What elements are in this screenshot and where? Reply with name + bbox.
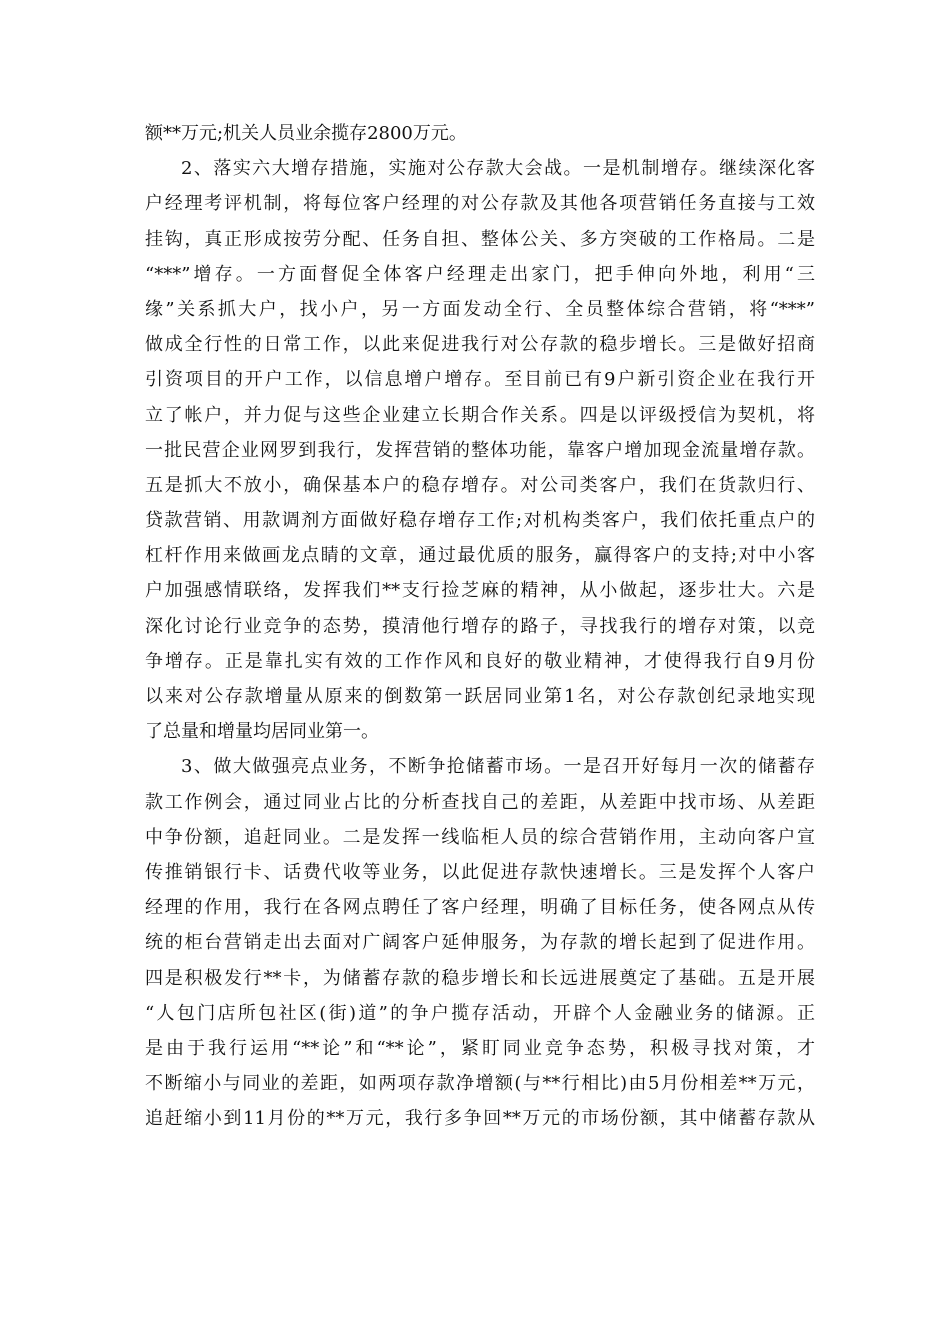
text-line: 经理的作用，我行在各网点聘任了客户经理，明确了目标任务，使各网点从传: [145, 897, 815, 919]
text-line: 了总量和增量均居同业第一。: [145, 721, 379, 743]
text-line: 中争份额，追赶同业。二是发挥一线临柜人员的综合营销作用，主动向客户宣: [145, 826, 815, 848]
text-line: 户经理考评机制，将每位客户经理的对公存款及其他各项营销任务直接与工效: [145, 193, 815, 215]
text-line: 五是抓大不放小，确保基本户的稳存增存。对公司类客户，我们在货款归行、: [145, 474, 815, 496]
text-line: 以来对公存款增量从原来的倒数第一跃居同业第1名，对公存款创纪录地实现: [145, 686, 815, 707]
text-line: 杠杆作用来做画龙点睛的文章，通过最优质的服务，赢得客户的支持;对中小客: [145, 545, 815, 567]
text-line: 贷款营销、用款调剂方面做好稳存增存工作;对机构类客户，我们依托重点户的: [145, 510, 815, 532]
text-line: 是由于我行运用“**论”和“**论”，紧盯同业竞争态势，积极寻找对策，才: [145, 1037, 815, 1059]
text-line: 深化讨论行业竞争的态势，摸清他行增存的路子，寻找我行的增存对策，以竞: [145, 615, 815, 637]
text-line: 2、落实六大增存措施，实施对公存款大会战。一是机制增存。继续深化客: [181, 158, 815, 180]
text-line: 立了帐户，并力促与这些企业建立长期合作关系。四是以评级授信为契机，将: [145, 404, 815, 426]
text-line: 额**万元;机关人员业余揽存2800万元。: [145, 123, 467, 144]
text-line: 引资项目的开户工作，以信息增户增存。至目前已有9户新引资企业在我行开: [145, 369, 815, 391]
text-line: 不断缩小与同业的差距，如两项存款净增额(与**行相比)由5月份相差**万元，: [145, 1073, 815, 1095]
text-line: 传推销银行卡、话费代收等业务，以此促进存款快速增长。三是发挥个人客户: [145, 861, 815, 883]
text-line: 四是积极发行**卡，为储蓄存款的稳步增长和长远进展奠定了基础。五是开展: [145, 967, 815, 989]
text-line: 户加强感情联络，发挥我们**支行捡芝麻的精神，从小做起，逐步壮大。六是: [145, 580, 815, 602]
text-line: “***”增存。一方面督促全体客户经理走出家门，把手伸向外地，利用“三: [145, 263, 815, 285]
body-text: [145, 116, 815, 1136]
text-line: “人包门店所包社区(街)道”的争户揽存活动，开辟个人金融业务的储源。正: [145, 1002, 815, 1024]
text-line: 款工作例会，通过同业占比的分析查找自己的差距，从差距中找市场、从差距: [145, 791, 815, 813]
text-line: 挂钩，真正形成按劳分配、任务自担、整体公关、多方突破的工作格局。二是: [145, 228, 815, 250]
text-line: 追赶缩小到11月份的**万元，我行多争回**万元的市场份额，其中储蓄存款从: [145, 1108, 815, 1130]
text-line: 统的柜台营销走出去面对广阔客户延伸服务，为存款的增长起到了促进作用。: [145, 932, 815, 954]
text-line: 一批民营企业网罗到我行，发挥营销的整体功能，靠客户增加现金流量增存款。: [145, 439, 815, 461]
text-line: 做成全行性的日常工作，以此来促进我行对公存款的稳步增长。三是做好招商: [145, 334, 815, 356]
text-line: 争增存。正是靠扎实有效的工作作风和良好的敬业精神，才使得我行自9月份: [145, 650, 815, 672]
text-line: 3、做大做强亮点业务，不断争抢储蓄市场。一是召开好每月一次的储蓄存: [181, 756, 815, 778]
text-line: 缘”关系抓大户，找小户，另一方面发动全行、全员整体综合营销，将“***”: [145, 298, 815, 320]
